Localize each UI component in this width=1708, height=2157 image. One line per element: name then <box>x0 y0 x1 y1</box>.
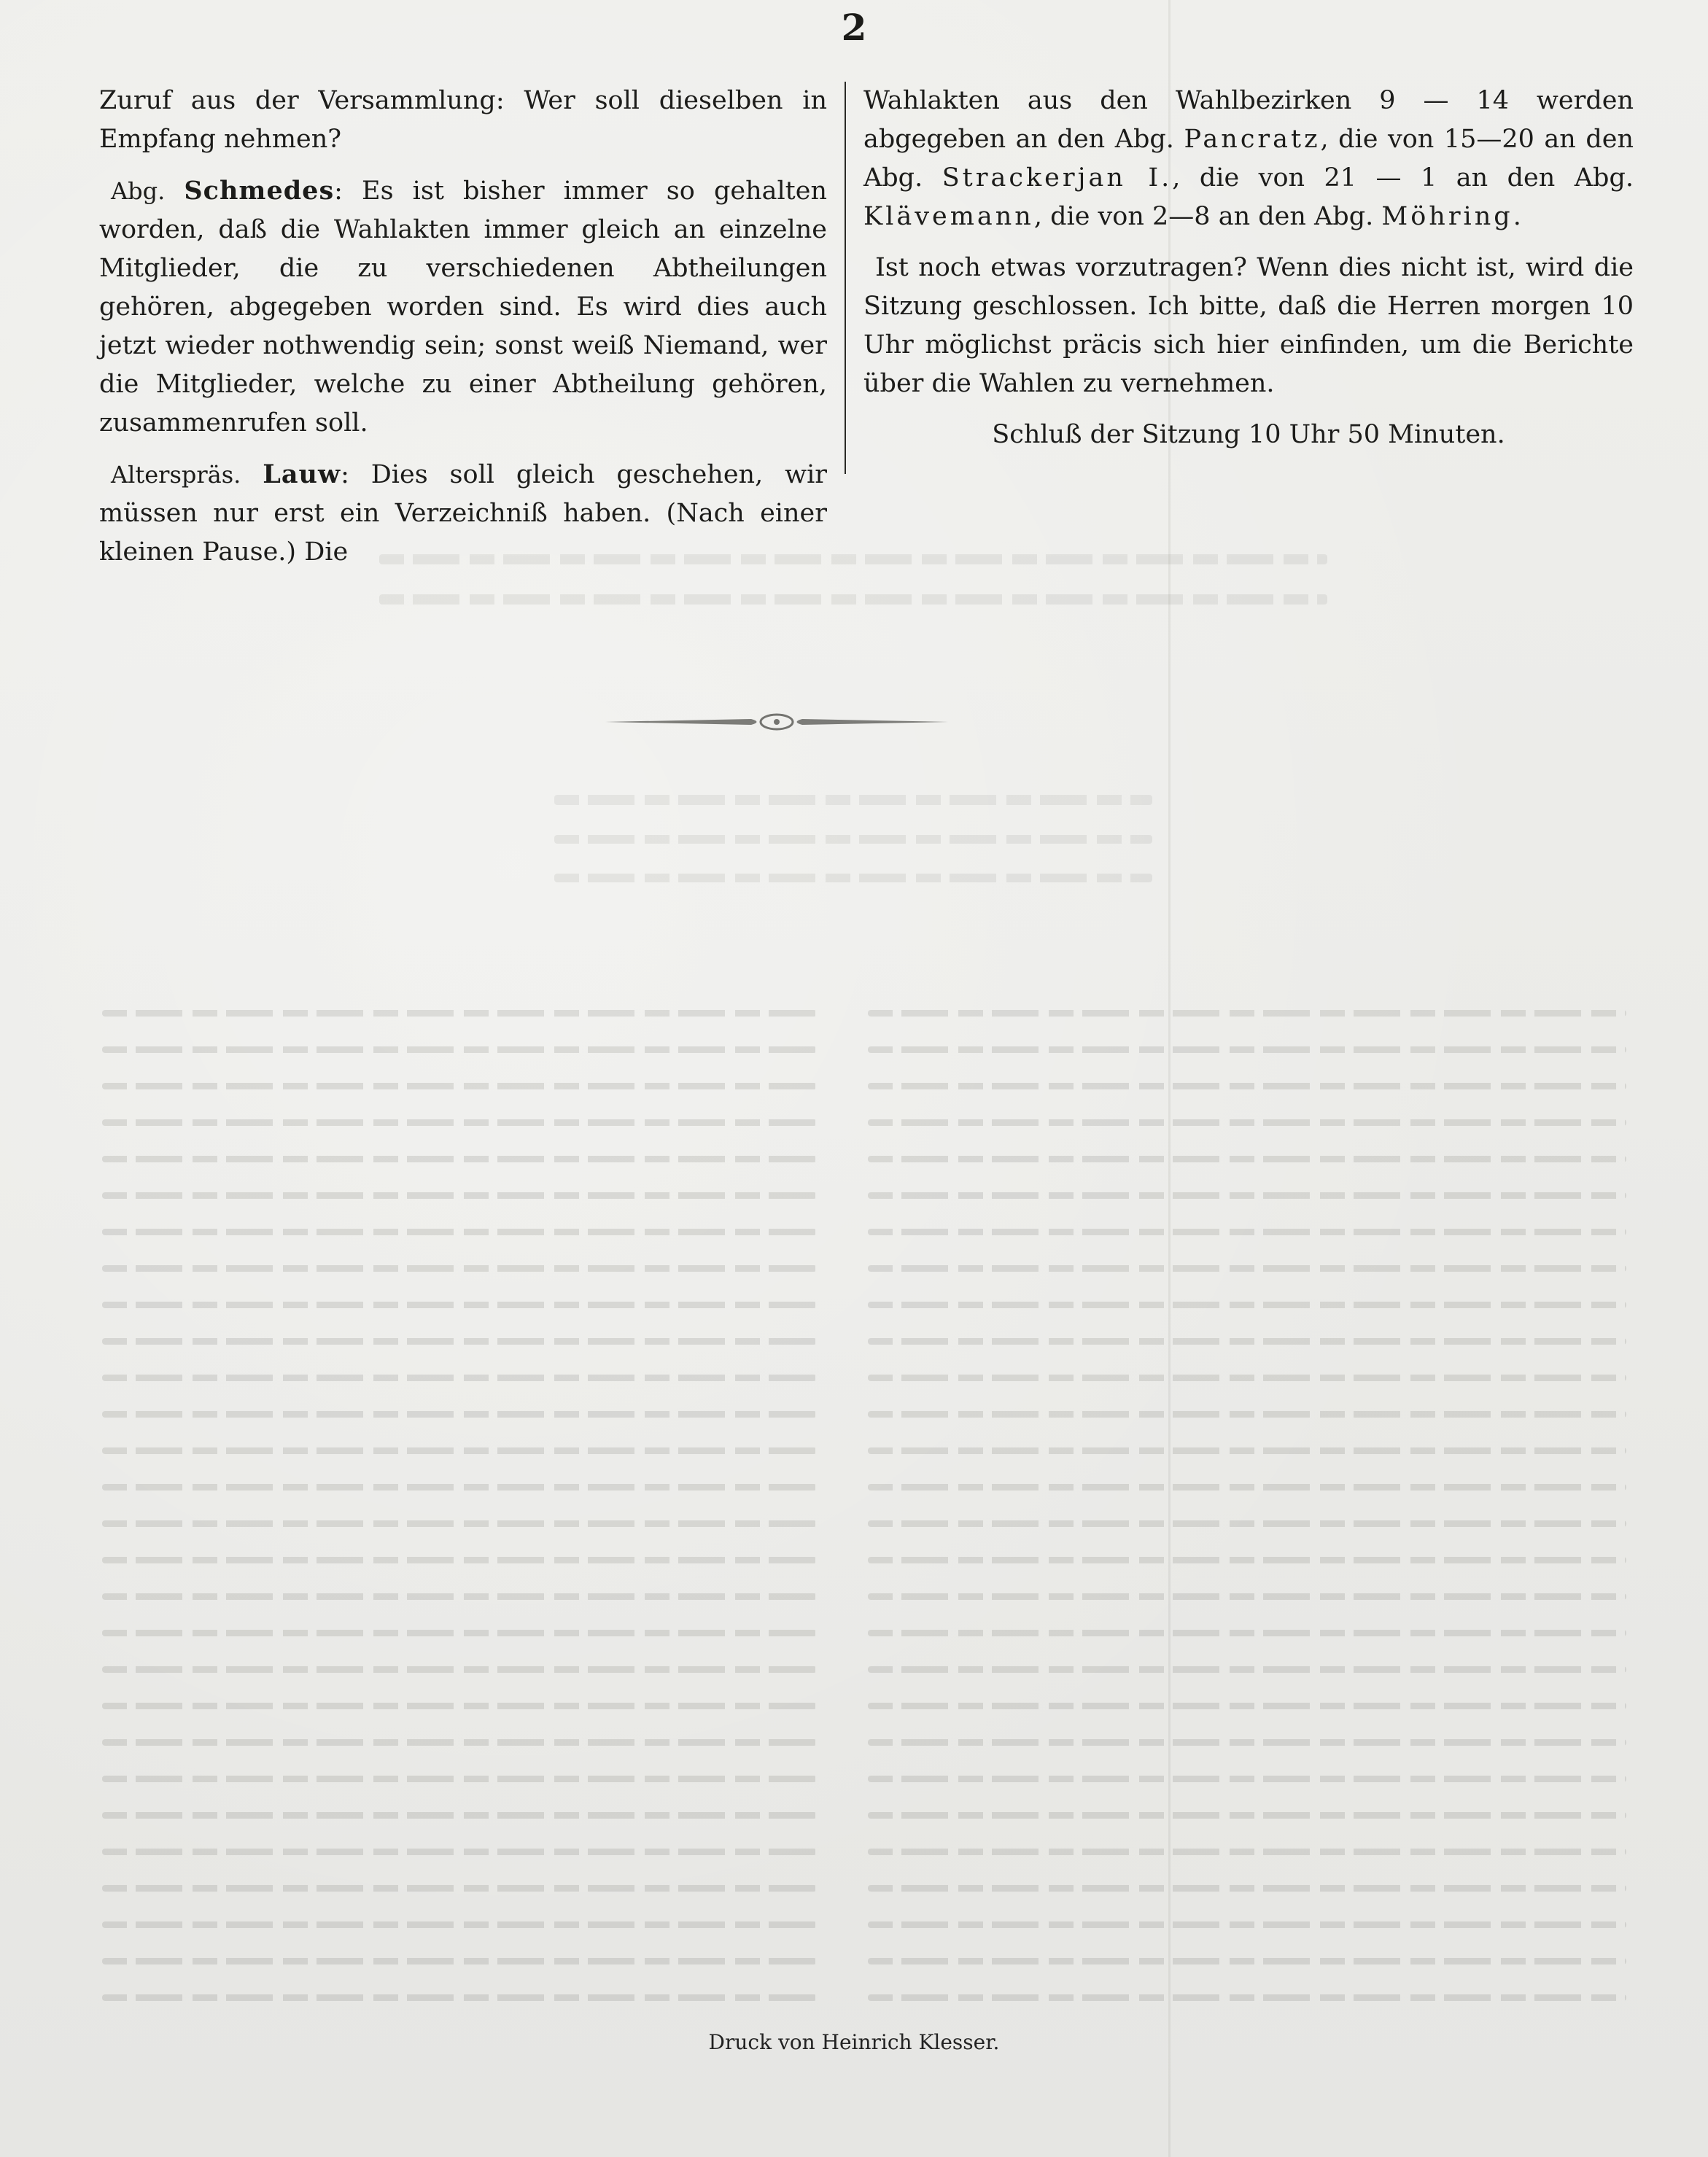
text-segment: , die von 15—20 an den Abg. <box>863 125 1634 193</box>
paragraph-text: : Dies soll gleich geschehen, wir müssen nur erst ein Verzeichniß haben. (Nach einer kleinen Pause.) Die <box>99 460 827 567</box>
left-column <box>99 82 827 584</box>
member-name-moehring: Möhring <box>1381 202 1513 231</box>
member-name-pancratz: Pancratz <box>1184 125 1321 154</box>
bleed-through-subheading-lines <box>554 795 1152 912</box>
speaker-role: Alterspräs. <box>111 461 241 489</box>
page-number: 2 <box>841 6 867 49</box>
bleed-through-lines-left <box>102 1010 817 2031</box>
text-segment: . <box>1513 202 1521 231</box>
paragraph-interjection: Zuruf aus der Versammlung: Wer soll dieselben in Empfang nehmen? <box>99 86 827 154</box>
session-end-note: Schluß der Sitzung 10 Uhr 50 Minuten. <box>992 420 1505 449</box>
member-name-klaevemann: Klävemann <box>863 202 1034 231</box>
paragraph-lauw <box>99 455 827 572</box>
paragraph-schmedes <box>99 171 827 443</box>
text-segment: Wahlakten aus den Wahlbezirken 9 — 14 werden abgegeben an den Abg. <box>863 86 1634 154</box>
paragraph-wahlakten <box>863 82 1634 236</box>
speaker-name-schmedes: Schmedes <box>184 176 335 206</box>
column-divider <box>845 82 846 474</box>
bleed-through-lines-right <box>868 1010 1626 2031</box>
right-column <box>863 82 1634 467</box>
text-segment: , die von 2—8 an den Abg. <box>1033 202 1374 231</box>
text-segment: , die von 21 — 1 an den Abg. <box>1172 163 1634 193</box>
speaker-name-lauw: Lauw <box>263 459 341 489</box>
speaker-role: Abg. <box>111 177 166 205</box>
paragraph-closing-remarks: Ist noch etwas vorzutragen? Wenn dies nicht ist, wird die Sitzung geschlossen. Ich bitte, daß die Herren morgen 10 Uhr möglichst präcis sich hier einfinden, um die Berichte über die Wahlen zu vernehmen. <box>863 253 1634 398</box>
printer-imprint: Druck von Heinrich Klesser. <box>708 2030 1000 2054</box>
member-name-strackerjan: Strackerjan I. <box>942 163 1173 193</box>
bleed-through-ornament <box>605 711 948 733</box>
paragraph-text: : Es ist bisher immer so gehalten worden, daß die Wahlakten immer gleich an einzelne Mitglieder, die zu verschiedenen Abtheilungen gehören, abgegeben worden sind. Es wird dies auch jetzt wieder nothwendig sein; sonst weiß Niemand, wer die Mitglieder, welche zu einer Abtheilung gehören, zusammenrufen soll. <box>99 176 827 438</box>
